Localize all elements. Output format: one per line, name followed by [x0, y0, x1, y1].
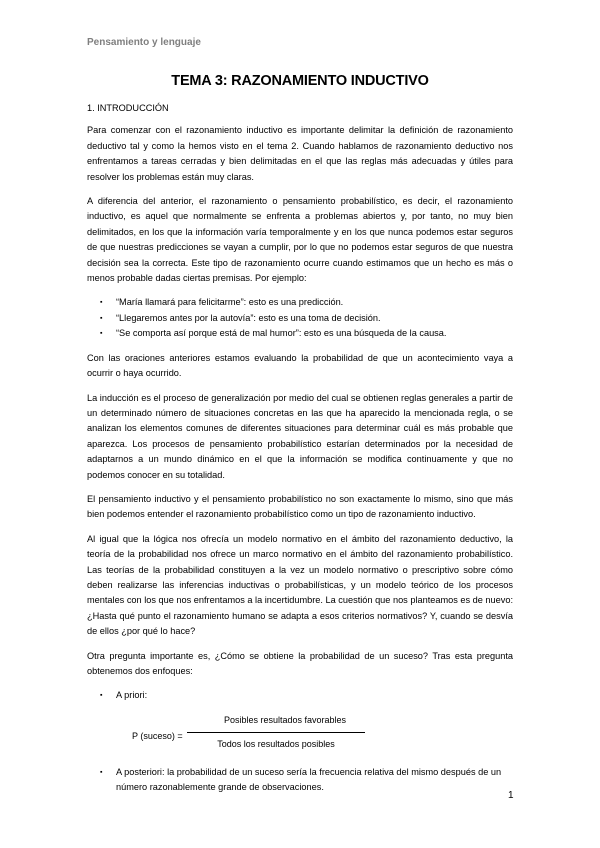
paragraph-6: Al igual que la lógica nos ofrecía un modelo normativo en el ámbito del razonamiento deductivo, la teoría de la probabilidad nos ofrece un marco normativo en el ámbito del razonamiento probabilístico. Las teorías de la probabilidad constituyen a la vez un modelo normativo o prescriptivo sobre cómo deben realizarse las inferencias inductivas o probabilísticas, y un modelo teórico de los procesos mentales con los que nos enfrentamos a la incertidumbre. La cuestión que nos planteamos es de nuevo: ¿Hasta qué punto el razonamiento humano se adapta a esos criterios normativos? Y, cuando se desvía de ellos ¿por qué lo hace? — [87, 533, 513, 637]
list-item: ▪ “Llegaremos antes por la autovía”: esto es una toma de decisión. — [100, 311, 513, 326]
examples-list — [87, 295, 513, 341]
paragraph-4: La inducción es el proceso de generalización por medio del cual se obtienen reglas generales a partir de un determinado número de situaciones concretas en las que ha aparecido la mencionada regla, o se analizan los elementos comunes de diferentes situaciones para determinar cuál es más probable que aparezca. Los procesos de pensamiento probabilístico estarían determinados por la necesidad de adaptarnos a un mundo dinámico en el que la información se modifica continuamente y que no podemos conocer en su totalidad. — [87, 392, 513, 480]
section-heading: 1. INTRODUCCIÓN — [87, 103, 169, 113]
paragraph-1: Para comenzar con el razonamiento inductivo es importante delimitar la definición de razonamiento deductivo tal y como la hemos visto en el tema 2. Cuando hablamos de razonamiento deductivo nos enfrentamos a tareas cerradas y bien delimitadas en el que las reglas más adecuadas y útiles para resolver los problemas están muy claras. — [87, 125, 513, 182]
document-body — [87, 101, 513, 805]
list-item-a-priori: ▪ A priori: — [100, 688, 513, 703]
paragraph-5: El pensamiento inductivo y el pensamiento probabilístico no son exactamente lo mismo, sino que más bien podemos entender el razonamiento probabilístico como un tipo de razonamiento inductivo. — [87, 493, 513, 520]
approaches-list-2 — [87, 765, 513, 796]
paragraph-2: A diferencia del anterior, el razonamiento o pensamiento probabilístico, es decir, el razonamiento inductivo, es aquel que normalmente se enfrenta a problemas abiertos y, por tanto, no muy bien delimitados, en los que la información varía temporalmente y en los que nunca podemos estar seguros de que nuestras predicciones se vayan a cumplir, por lo que no podemos estar seguros de que nuestra decisión sea la correcta. Este tipo de razonamiento ocurre cuando estimamos que un hecho es más o menos probable dadas ciertas premisas. Por ejemplo: — [87, 196, 513, 284]
paragraph-3: Con las oraciones anteriores estamos evaluando la probabilidad de que un acontecimiento vaya a ocurrir o haya ocurrido. — [87, 352, 513, 379]
list-item: ▪ “Se comporta así porque está de mal humor”: esto es una búsqueda de la causa. — [100, 326, 513, 341]
approaches-list — [87, 688, 513, 703]
fraction-bar — [187, 732, 365, 733]
page-number: 1 — [508, 790, 514, 801]
list-item-a-posteriori: ▪ A posteriori: la probabilidad de un suceso sería la frecuencia relativa del mismo después de un número razonablemente grande de observaciones. — [100, 765, 513, 796]
formula-numerator: Posibles resultados favorables — [223, 714, 347, 725]
formula-lhs: P (suceso) = — [132, 730, 183, 741]
probability-formula — [87, 713, 513, 759]
paragraph-7: Otra pregunta importante es, ¿Cómo se obtiene la probabilidad de un suceso? Tras esta pregunta obtenemos dos enfoques: — [87, 650, 513, 676]
list-item: ▪ “María llamará para felicitarme”: esto es una predicción. — [100, 295, 513, 310]
formula-denominator: Todos los resultados posibles — [217, 738, 335, 749]
running-header: Pensamiento y lenguaje — [87, 37, 201, 48]
page-title: TEMA 3: RAZONAMIENTO INDUCTIVO — [171, 73, 429, 89]
